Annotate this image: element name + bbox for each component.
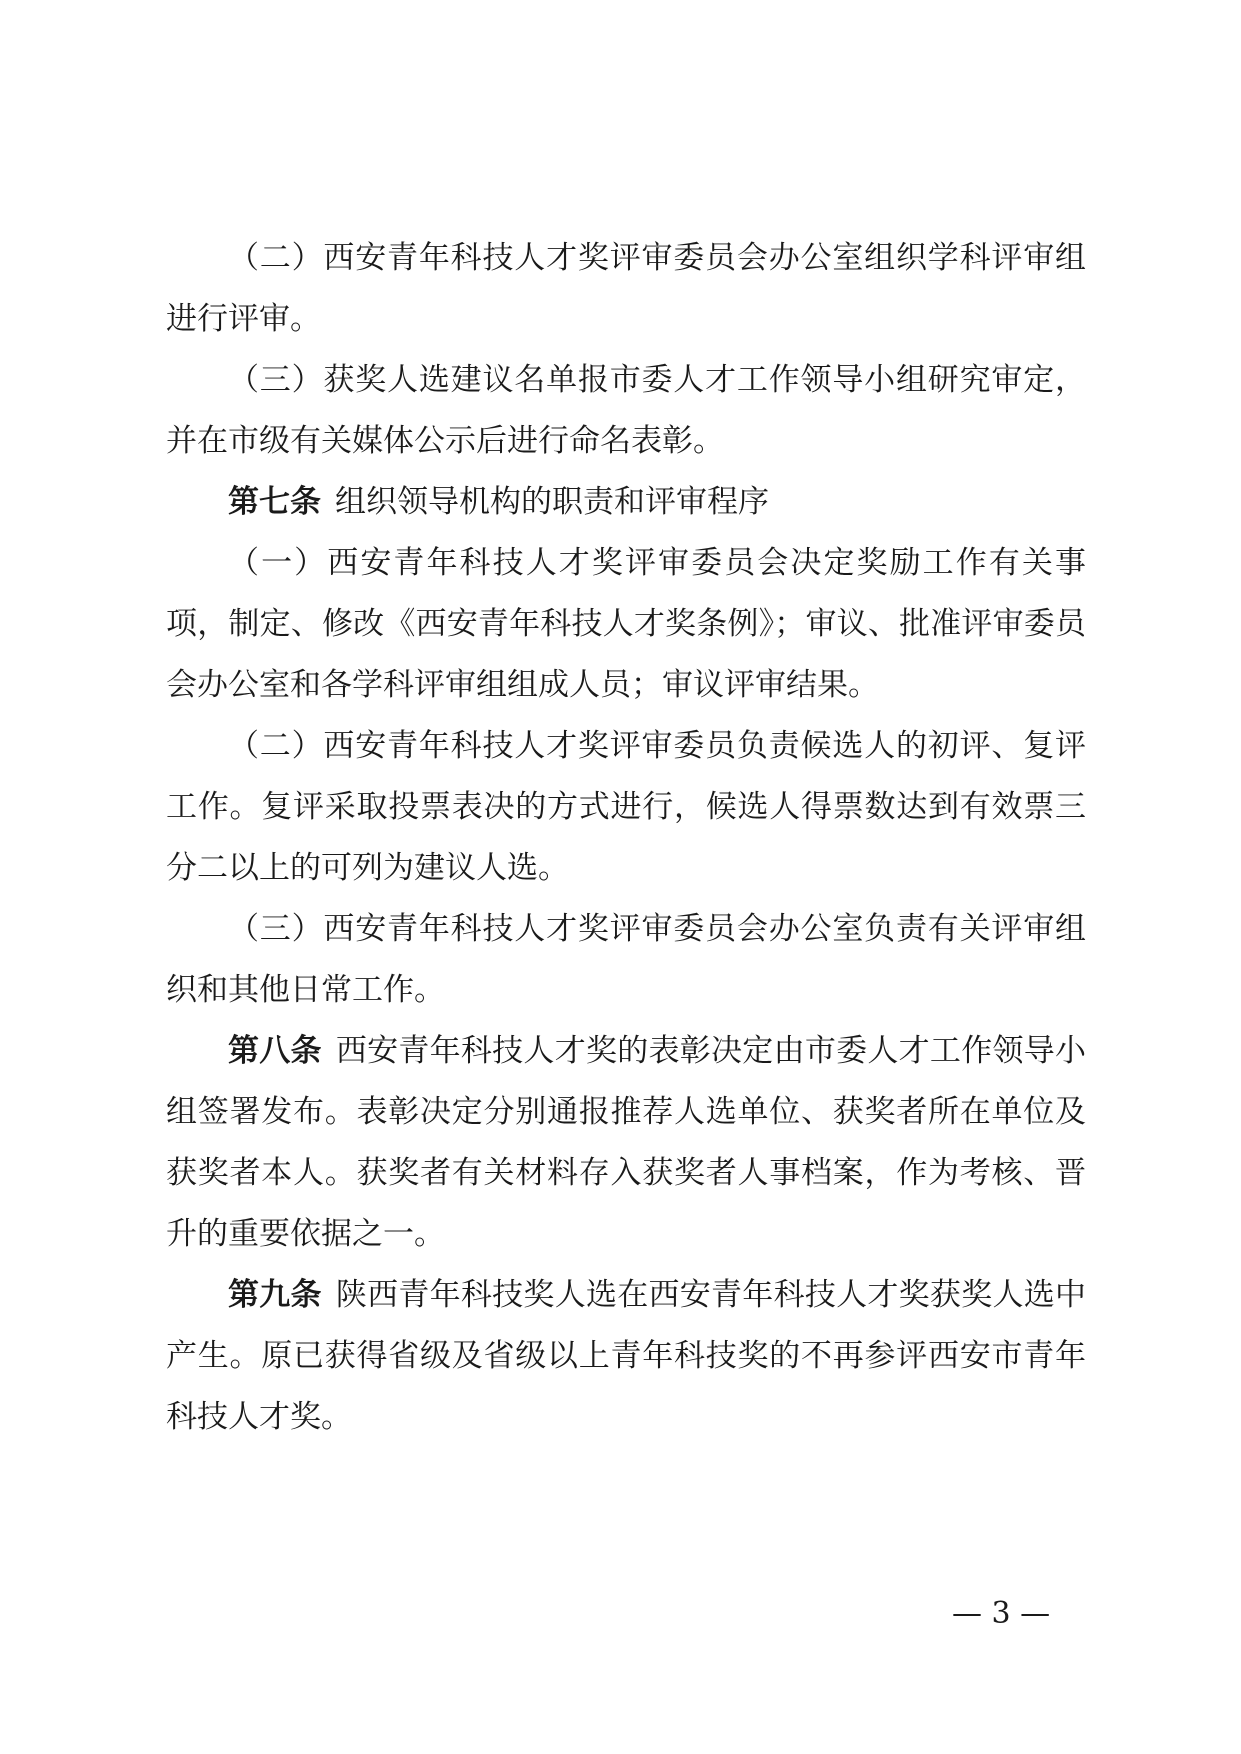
paragraph-2 <box>166 350 1086 472</box>
article-7-heading: 第七条 <box>228 484 321 520</box>
article-7-text: 组织领导机构的职责和评审程序 <box>335 484 769 520</box>
article-9 <box>166 1265 1086 1448</box>
paragraph-6 <box>166 899 1086 1021</box>
paragraph-6-text: （三）西安青年科技人才奖评审委员会办公室负责有关评审组织和其他日常工作。 <box>166 911 1086 1008</box>
paragraph-4 <box>166 533 1086 716</box>
document-body <box>166 228 1086 1448</box>
paragraph-1-text: （二）西安青年科技人才奖评审委员会办公室组织学科评审组进行评审。 <box>166 240 1086 337</box>
article-8-text: 西安青年科技人才奖的表彰决定由市委人才工作领导小组签署发布。表彰决定分别通报推荐人选单位、获奖者所在单位及获奖者本人。获奖者有关材料存入获奖者人事档案，作为考核、晋升的重要依据之一。 <box>166 1033 1087 1252</box>
article-8 <box>166 1021 1086 1265</box>
paragraph-5 <box>166 716 1086 899</box>
article-8-heading: 第八条 <box>228 1033 322 1069</box>
article-9-text: 陕西青年科技奖人选在西安青年科技人才奖获奖人选中产生。原已获得省级及省级以上青年科技奖的不再参评西安市青年科技人才奖。 <box>166 1277 1087 1435</box>
paragraph-4-text: （一）西安青年科技人才奖评审委员会决定奖励工作有关事项，制定、修改《西安青年科技人才奖条例》；审议、批准评审委员会办公室和各学科评审组组成人员；审议评审结果。 <box>166 545 1086 703</box>
paragraph-1 <box>166 228 1086 350</box>
paragraph-2-text: （三）获奖人选建议名单报市委人才工作领导小组研究审定，并在市级有关媒体公示后进行命名表彰。 <box>166 362 1086 459</box>
paragraph-5-text: （二）西安青年科技人才奖评审委员负责候选人的初评、复评工作。复评采取投票表决的方式进行，候选人得票数达到有效票三分二以上的可列为建议人选。 <box>166 728 1086 886</box>
article-9-heading: 第九条 <box>228 1277 322 1313</box>
article-7 <box>166 472 1086 533</box>
page-number: — 3 — <box>952 1596 1051 1631</box>
